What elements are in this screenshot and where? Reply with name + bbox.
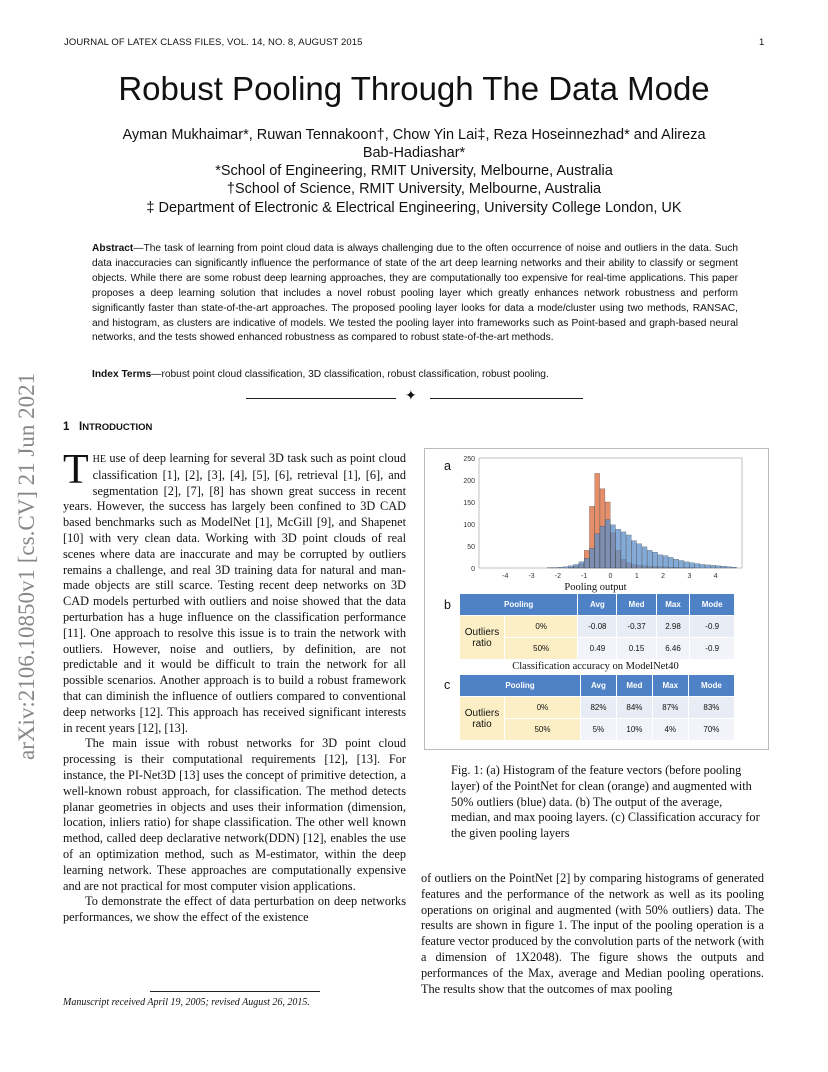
y-tick-label: 100 xyxy=(463,522,475,529)
header-mode: Mode xyxy=(690,594,735,616)
intro-paragraph-3: To demonstrate the effect of data perturbation on deep networks performances, we show the effect of the existence xyxy=(63,894,406,925)
table-cell: 83% xyxy=(688,697,734,719)
x-tick-label: 4 xyxy=(713,573,718,580)
bar-outliers xyxy=(621,532,626,568)
bar-outliers xyxy=(637,544,642,568)
intro-paragraph-1 xyxy=(63,447,406,736)
bar-outliers xyxy=(584,558,589,568)
section-heading xyxy=(63,421,152,433)
classification-accuracy-table xyxy=(459,674,735,741)
bar-outliers xyxy=(710,565,715,568)
y-tick-label: 50 xyxy=(467,544,475,551)
bar-outliers xyxy=(679,561,684,568)
header-avg: Avg xyxy=(581,675,617,697)
separator-right xyxy=(430,398,583,399)
row-label-outliers: Outliers ratio xyxy=(460,616,505,660)
table-cell: -0.9 xyxy=(690,638,735,660)
table-cell: 87% xyxy=(652,697,688,719)
author-list xyxy=(100,126,728,162)
bar-outliers xyxy=(632,541,637,568)
bar-outliers xyxy=(589,548,594,568)
authors-line-1: Ayman Mukhaimar*, Ruwan Tennakoon†, Chow Yin Lai‡, Reza Hoseinnezhad* and Alireza xyxy=(122,127,706,143)
bar-outliers xyxy=(674,559,679,568)
x-tick-label: 1 xyxy=(634,573,639,580)
separator-left xyxy=(246,398,396,399)
table-cell: 2.98 xyxy=(656,616,690,638)
abstract-label: Abstract xyxy=(92,243,134,254)
x-tick-label: -4 xyxy=(502,573,509,580)
header-avg: Avg xyxy=(578,594,617,616)
bar-outliers xyxy=(689,563,694,568)
bar-outliers xyxy=(600,526,605,568)
pct-50: 50% xyxy=(505,719,581,741)
bar-outliers xyxy=(595,534,600,568)
x-tick-label: -1 xyxy=(581,573,588,580)
arxiv-stamp xyxy=(14,290,54,760)
bar-outliers xyxy=(568,566,573,568)
x-tick-label: -2 xyxy=(554,573,562,580)
abstract xyxy=(92,242,738,346)
bar-outliers xyxy=(653,552,658,568)
paper-title: Robust Pooling Through The Data Mode xyxy=(118,70,710,107)
x-tick-label: -3 xyxy=(528,573,535,580)
pooling-output-table xyxy=(459,593,735,660)
table-cell: 82% xyxy=(581,697,617,719)
y-tick-label: 0 xyxy=(471,566,475,573)
index-terms-text: —robust point cloud classification, 3D classification, robust classification, robust pooling. xyxy=(151,369,549,380)
table-cell: 5% xyxy=(581,719,617,741)
left-column xyxy=(63,447,406,926)
separator-diamond-icon: ✦ xyxy=(405,389,417,404)
drop-cap: T xyxy=(63,447,89,493)
bar-outliers xyxy=(616,529,621,568)
x-tick-label: 0 xyxy=(608,573,613,580)
abstract-text: —The task of learning from point cloud data is always challenging due to the often occurrence of noise and outliers in the data. Such data inaccuracies can significantly influence the performance of state of the art deep learning networks and their ability to classify or segment objects. While there are some robust deep learning approaches, they are computationally too expensive for real-time applications. This paper proposes a deep learning solution that includes a novel robust pooling layer which greatly enhances network robustness and perform significantly faster than state-of-the-art approaches. The proposed pooling layer looks for data a mode/cluster using two methods, RANSAC, and histogram, as clusters are indicative of models. We tested the pooling layer into frameworks such as Point-based and graph-based neural networks, and the tests showed enhanced robustness as compared to robust state-of-the-art methods. xyxy=(92,243,738,344)
bar-outliers xyxy=(705,565,710,568)
footnote-rule xyxy=(150,991,320,992)
bar-outliers xyxy=(726,567,731,568)
table-cell: -0.08 xyxy=(578,616,617,638)
paragraph-text: use of deep learning for several 3D task such as point cloud classification [1], [2], [3], [4], [5], [6], retrieval [1], [6], and segmentation [2], [7], [8] has shown great success in recent years. However, the success has largely been confined to 3D CAD based benchmarks such as ModelNet [1], McGill [9], and Shapenet [10] with very clean data. Working with 3D point clouds of real scenes where data are inaccurate and may be corrupted by outliers remains a challenge, and real 3D training data for natural and man-made objects are still scarce. Testing recent deep networks on 3D CAD models perturbed with outliers and noise showed that the data perturbation has a huge influence on the classification performance [11]. One approach to resolve this issue is to train the network with outliers. However, noise and outliers, by definition, are not predictable and it would be difficult to train the network for all possible scenarios. Another approach is to build a robust framework that can diminish the influence of outliers compared to conventional deep networks [12]. This approach has received significant interests in recent years [12], [13]. xyxy=(63,451,406,735)
pct-0: 0% xyxy=(505,616,578,638)
bar-outliers xyxy=(563,567,568,568)
bar-outliers xyxy=(642,547,647,568)
affiliation-1: *School of Engineering, RMIT University, Melbourne, Australia xyxy=(215,163,613,179)
bar-outliers xyxy=(626,535,631,568)
histogram-x-label: Pooling output xyxy=(564,582,627,593)
pct-0: 0% xyxy=(505,697,581,719)
row-label-outliers: Outliers ratio xyxy=(460,697,505,741)
affiliation-2: †School of Science, RMIT University, Melbourne, Australia xyxy=(226,181,602,197)
header-med: Med xyxy=(617,594,656,616)
table-cell: 70% xyxy=(688,719,734,741)
intro-paragraph-2: The main issue with robust networks for 3D point cloud processing is their computational requirements [12], [13]. For instance, the PI-Net3D [13] uses the concept of primitive detection, a well-known robust approach, for classification. The method detects planar geometries in objects and uses their information (dimension, location, inliers ratio) for shape classification. The other well known method, called deep declarative network(DDN) [12], enables the use of an optimization method, such as M-estimator, within the deep learning network. These approaches are computationally expensive and are not practical for most computer vision applications. xyxy=(63,736,406,893)
pct-50: 50% xyxy=(505,638,578,660)
x-tick-label: 3 xyxy=(687,573,692,580)
bar-outliers xyxy=(647,550,652,568)
bar-outliers xyxy=(716,566,721,568)
header-mode: Mode xyxy=(688,675,734,697)
index-terms-label: Index Terms xyxy=(92,369,152,380)
table-cell: 6.46 xyxy=(656,638,690,660)
section-title-initial: I xyxy=(79,421,83,433)
bar-outliers xyxy=(611,525,616,568)
authors-line-2: Bab-Hadiashar* xyxy=(362,145,466,161)
bar-outliers xyxy=(579,562,584,568)
panel-label-c: c xyxy=(444,678,451,692)
bar-outliers xyxy=(731,567,736,568)
section-number: 1 xyxy=(63,421,70,433)
table-cell: 84% xyxy=(616,697,652,719)
figure-caption: Fig. 1: (a) Histogram of the feature vectors (before pooling layer) of the PointNet for clean (orange) and augmented with 50% outliers (blue) data. (b) The output of the average, median, and max pooing layers. (c) Classification accuracy for the given pooling layers xyxy=(451,763,760,841)
bar-outliers xyxy=(605,520,610,568)
section-title-rest: NTRODUCTION xyxy=(82,422,153,433)
affiliation-3: ‡ Department of Electronic & Electrical Engineering, University College London, UK xyxy=(146,200,682,216)
classification-table-title: Classification accuracy on ModelNet40 xyxy=(512,661,679,672)
y-tick-label: 250 xyxy=(463,456,475,463)
bar-outliers xyxy=(658,555,663,568)
small-caps-word: HE xyxy=(92,454,106,465)
table-cell: 4% xyxy=(652,719,688,741)
header-pooling: Pooling xyxy=(460,594,578,616)
index-terms xyxy=(92,369,738,380)
y-tick-label: 150 xyxy=(463,500,475,507)
histogram-chart xyxy=(424,449,767,583)
table-cell: -0.37 xyxy=(617,616,656,638)
table-cell: 0.15 xyxy=(617,638,656,660)
panel-label-b: b xyxy=(444,598,451,612)
table-cell: 10% xyxy=(616,719,652,741)
bar-outliers xyxy=(695,564,700,568)
bar-outliers xyxy=(684,562,689,568)
right-column-paragraph: of outliers on the PointNet [2] by comparing histograms of generated features and the performance of the network as well as its pooling operations on original and augmented (with 50% outliers) data. The results are shown in figure 1. The input of the pooling operation is a feature vector produced by the convolution parts of the network (with a dimension of 1X2048). The figure shows the outputs and performances of the Max, average and Median pooling operations. The results show that the outcomes of max pooling xyxy=(421,871,764,996)
y-tick-label: 200 xyxy=(463,478,475,485)
header-max: Max xyxy=(656,594,690,616)
table-cell: 0.49 xyxy=(578,638,617,660)
bar-outliers xyxy=(668,557,673,568)
bar-outliers xyxy=(700,564,705,568)
footnote: Manuscript received April 19, 2005; revised August 26, 2015. xyxy=(63,997,310,1008)
bar-outliers xyxy=(663,556,668,568)
bar-outliers xyxy=(558,567,563,568)
header-pooling: Pooling xyxy=(460,675,581,697)
table-cell: -0.9 xyxy=(690,616,735,638)
header-max: Max xyxy=(652,675,688,697)
bar-outliers xyxy=(721,566,726,568)
histogram-bars xyxy=(547,473,736,568)
journal-header: JOURNAL OF LATEX CLASS FILES, VOL. 14, NO. 8, AUGUST 2015 xyxy=(64,37,363,48)
header-med: Med xyxy=(616,675,652,697)
x-tick-label: 2 xyxy=(661,573,666,580)
page-number: 1 xyxy=(759,37,765,48)
panel-label-a: a xyxy=(444,459,451,473)
bar-outliers xyxy=(574,564,579,568)
arxiv-id: arXiv:2106.10850v1 [cs.CV] 21 Jun 2021 xyxy=(14,372,39,760)
